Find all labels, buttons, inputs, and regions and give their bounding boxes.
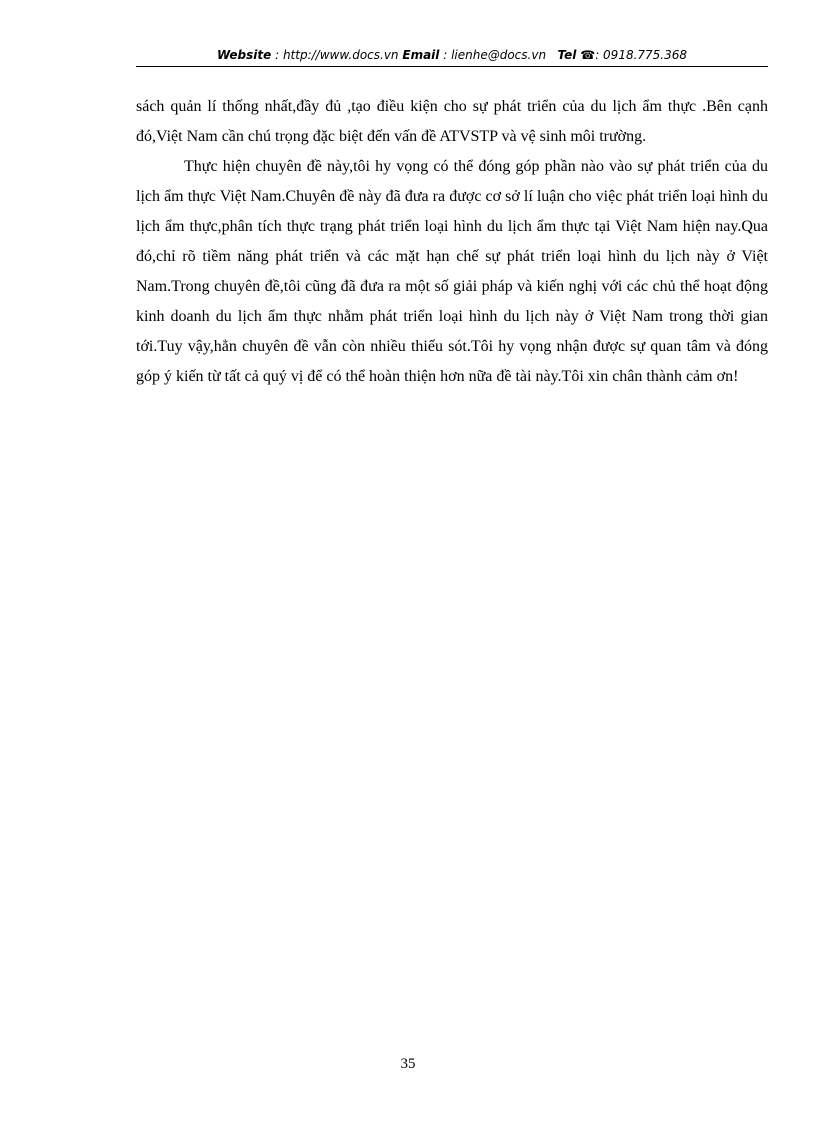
tel-separator: : <box>595 48 604 62</box>
page-header <box>136 47 768 63</box>
website-label: Website <box>216 48 272 62</box>
document-body <box>136 92 768 392</box>
phone-number: 0918.775.368 <box>603 48 688 62</box>
email-separator: : <box>439 48 452 62</box>
website-separator: : <box>271 48 283 62</box>
phone-icon: ☎ <box>580 48 596 62</box>
paragraph-conclusion: Thực hiện chuyên đề này,tôi hy vọng có thể đóng góp phần nào vào sự phát triển của du lịch ẩm thực Việt Nam.Chuyên đề này đã đưa ra được cơ sở lí luận cho việc phát triển loại hình du lịch ẩm thực,phân tích thực trạng phát triển loại hình du lịch ẩm thực tại Việt Nam hiện nay.Qua đó,chỉ rõ tiềm năng phát triển và các mặt hạn chế sự phát triển loại hình du lịch này ở Việt Nam.Trong chuyên đề,tôi cũng đã đưa ra một số giải pháp và kiến nghị với các chủ thể hoạt động kinh doanh du lịch ẩm thực nhằm phát triển loại hình du lịch này ở Việt Nam trong thời gian tới.Tuy vậy,hẳn chuyên đề vẫn còn nhiều thiếu sót.Tôi hy vọng nhận được sự quan tâm và đóng góp ý kiến từ tất cả quý vị để có thể hoàn thiện hơn nữa đề tài này.Tôi xin chân thành cảm ơn! <box>136 158 768 385</box>
paragraph-continuation: sách quản lí thống nhất,đầy đủ ,tạo điều kiện cho sự phát triển của du lịch ẩm thực .Bên cạnh đó,Việt Nam cần chú trọng đặc biệt đến vấn đề ATVSTP và vệ sinh môi trường. <box>136 98 768 145</box>
page-number: 35 <box>400 1056 416 1072</box>
email-label: Email <box>402 48 440 62</box>
website-url[interactable]: http://www.docs.vn <box>282 48 399 62</box>
header-divider <box>136 66 768 67</box>
email-address[interactable]: lienhe@docs.vn <box>451 48 547 62</box>
tel-label: Tel <box>557 48 577 62</box>
